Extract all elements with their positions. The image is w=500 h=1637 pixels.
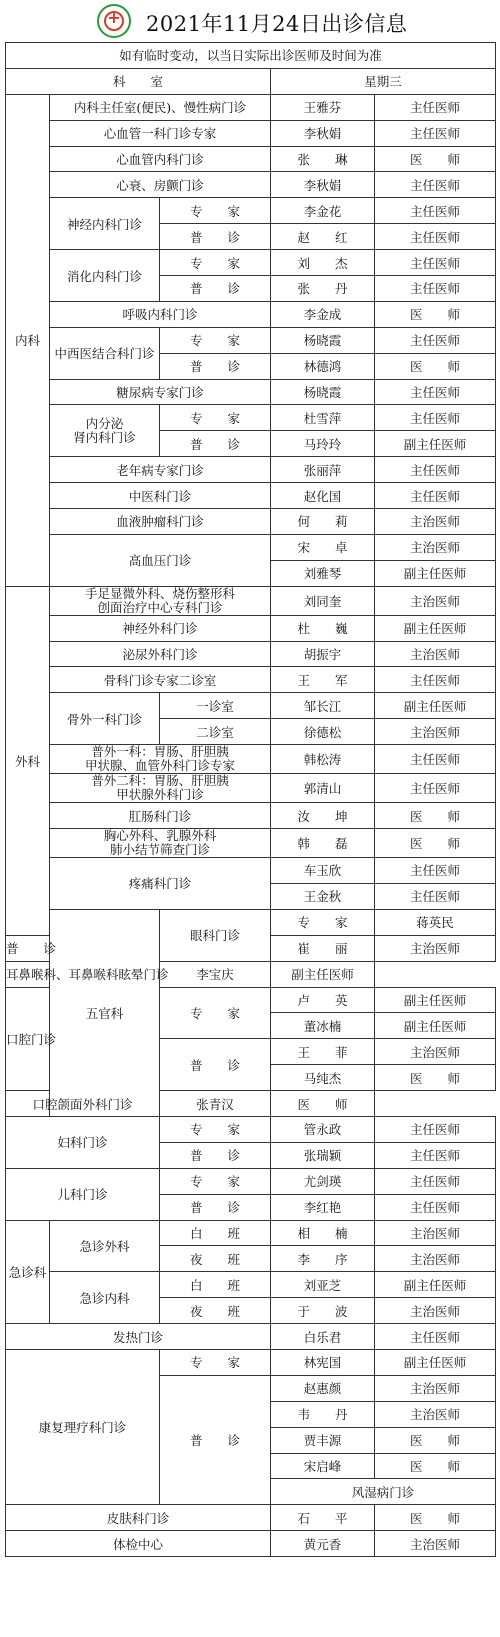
table-cell: 眼科门诊 xyxy=(160,909,271,961)
table-cell: 主任医师 xyxy=(375,774,496,803)
table-row xyxy=(6,250,496,276)
table-cell: 骨科门诊专家二诊室 xyxy=(50,667,271,693)
table-cell: 蒋英民 xyxy=(375,909,496,935)
table-cell: 老年病专家门诊 xyxy=(50,457,271,483)
table-cell: 医 师 xyxy=(375,353,496,379)
table-cell: 神经外科门诊 xyxy=(50,615,271,641)
table-cell: 李秋娟 xyxy=(271,172,375,198)
table-cell: 普 诊 xyxy=(160,353,271,379)
table-cell: 董冰楠 xyxy=(271,1013,375,1039)
table-cell: 副主任医师 xyxy=(375,1013,496,1039)
table-cell: 主任医师 xyxy=(375,120,496,146)
table-cell: 赵惠颜 xyxy=(271,1375,375,1401)
table-row xyxy=(6,120,496,146)
table-row xyxy=(6,509,496,535)
table-row xyxy=(6,405,496,431)
table-row xyxy=(6,379,496,405)
table-cell: 黄元香 xyxy=(271,1531,375,1557)
table-cell: 五官科 xyxy=(50,909,160,1116)
table-cell: 专 家 xyxy=(160,327,271,353)
table-cell: 主任医师 xyxy=(375,327,496,353)
table-row xyxy=(6,829,496,858)
table-row xyxy=(6,803,496,829)
table-cell: 韦 丹 xyxy=(271,1401,375,1427)
table-cell: 李红艳 xyxy=(271,1194,375,1220)
table-cell: 林宪国 xyxy=(271,1349,375,1375)
table-cell: 李 序 xyxy=(271,1246,375,1272)
table-cell: 贾丰源 xyxy=(271,1427,375,1453)
table-cell: 主任医师 xyxy=(375,1168,496,1194)
table-cell: 赵 红 xyxy=(271,224,375,250)
table-cell: 王金秋 xyxy=(271,883,375,909)
table-cell: 胸心外科、乳腺外科 肺小结节筛查门诊 xyxy=(50,829,271,858)
table-cell: 中医科门诊 xyxy=(50,483,271,509)
table-cell: 王雅芬 xyxy=(271,94,375,120)
table-cell: 白 班 xyxy=(160,1220,271,1246)
table-cell: 白乐君 xyxy=(271,1324,375,1350)
table-cell: 张丽萍 xyxy=(271,457,375,483)
table-cell: 杨晓霞 xyxy=(271,379,375,405)
table-cell: 白 班 xyxy=(160,1272,271,1298)
table-cell: 卢 英 xyxy=(271,987,375,1013)
table-cell: 主任医师 xyxy=(375,379,496,405)
table-row xyxy=(6,534,496,560)
table-cell: 心血管内科门诊 xyxy=(50,146,271,172)
table-row xyxy=(6,1116,496,1142)
table-row xyxy=(6,457,496,483)
table-cell: 泌尿外科门诊 xyxy=(50,641,271,667)
table-cell: 医 师 xyxy=(375,1505,496,1531)
table-cell: 副主任医师 xyxy=(375,615,496,641)
header-day: 星期三 xyxy=(271,68,496,94)
table-cell: 主任医师 xyxy=(375,883,496,909)
table-cell: 主治医师 xyxy=(375,509,496,535)
table-row xyxy=(6,483,496,509)
table-cell: 副主任医师 xyxy=(375,1272,496,1298)
table-cell: 相 楠 xyxy=(271,1220,375,1246)
table-cell: 主任医师 xyxy=(375,457,496,483)
table-cell: 张瑞颖 xyxy=(271,1142,375,1168)
table-cell: 专 家 xyxy=(160,405,271,431)
table-row xyxy=(6,327,496,353)
table-cell: 徐德松 xyxy=(271,719,375,745)
table-cell: 马纯杰 xyxy=(271,1065,375,1091)
table-cell: 儿科门诊 xyxy=(6,1168,160,1220)
table-cell: 胡振宇 xyxy=(271,641,375,667)
table-cell: 耳鼻喉科、耳鼻喉科眩晕门诊 xyxy=(6,961,160,987)
table-row xyxy=(6,1505,496,1531)
table-cell: 急诊内科 xyxy=(50,1272,160,1324)
table-row xyxy=(6,961,496,987)
table-cell: 主任医师 xyxy=(375,1324,496,1350)
table-cell: 医 师 xyxy=(375,1453,496,1479)
table-cell: 风湿病门诊 xyxy=(271,1479,496,1505)
table-row xyxy=(6,615,496,641)
table-cell: 夜 班 xyxy=(160,1246,271,1272)
table-cell: 主治医师 xyxy=(375,719,496,745)
table-cell: 普外二科：胃肠、肝胆胰 甲状腺外科门诊 xyxy=(50,774,271,803)
table-row xyxy=(6,858,496,884)
table-cell: 主任医师 xyxy=(375,94,496,120)
table-cell: 刘 杰 xyxy=(271,250,375,276)
table-cell: 主任医师 xyxy=(375,667,496,693)
table-cell: 主治医师 xyxy=(375,1375,496,1401)
table-cell: 主治医师 xyxy=(375,1246,496,1272)
table-row xyxy=(6,1168,496,1194)
table-cell: 体检中心 xyxy=(6,1531,271,1557)
table-cell: 医 师 xyxy=(375,829,496,858)
table-cell: 内科 xyxy=(6,94,50,586)
table-cell: 刘亚芝 xyxy=(271,1272,375,1298)
table-cell: 医 师 xyxy=(375,301,496,327)
table-cell: 杜雪萍 xyxy=(271,405,375,431)
table-cell: 专 家 xyxy=(160,250,271,276)
table-cell: 医 师 xyxy=(375,1427,496,1453)
table-cell: 副主任医师 xyxy=(375,693,496,719)
table-cell: 口腔门诊 xyxy=(6,987,50,1091)
table-cell: 主治医师 xyxy=(375,586,496,615)
table-cell: 张青汉 xyxy=(160,1091,271,1117)
table-cell: 消化内科门诊 xyxy=(50,250,160,302)
table-cell: 康复理疗科门诊 xyxy=(6,1349,160,1504)
table-cell: 肛肠科门诊 xyxy=(50,803,271,829)
table-cell: 郭清山 xyxy=(271,774,375,803)
table-row xyxy=(6,774,496,803)
table-cell: 宋 卓 xyxy=(271,534,375,560)
table-cell: 专 家 xyxy=(160,198,271,224)
table-cell: 于 波 xyxy=(271,1298,375,1324)
table-row xyxy=(6,586,496,615)
table-cell: 杜 巍 xyxy=(271,615,375,641)
schedule-table xyxy=(5,42,496,1557)
table-cell: 主任医师 xyxy=(375,1142,496,1168)
table-cell: 一诊室 xyxy=(160,693,271,719)
table-cell: 主任医师 xyxy=(375,483,496,509)
table-cell: 医 师 xyxy=(375,146,496,172)
table-cell: 心血管一科门诊专家 xyxy=(50,120,271,146)
table-cell: 专 家 xyxy=(160,1349,271,1375)
table-row xyxy=(6,1272,496,1298)
page-header xyxy=(0,0,500,42)
table-row xyxy=(6,1531,496,1557)
table-cell: 外科 xyxy=(6,586,50,935)
table-cell: 管永政 xyxy=(271,1116,375,1142)
table-cell: 主治医师 xyxy=(375,1220,496,1246)
table-row xyxy=(6,641,496,667)
table-cell: 高血压门诊 xyxy=(50,534,271,586)
table-cell: 刘同奎 xyxy=(271,586,375,615)
table-cell: 李金花 xyxy=(271,198,375,224)
table-cell: 呼吸内科门诊 xyxy=(50,301,271,327)
table-row xyxy=(6,1349,496,1375)
table-cell: 普 诊 xyxy=(160,1039,271,1091)
table-cell: 马玲玲 xyxy=(271,431,375,457)
table-cell: 杨晓霞 xyxy=(271,327,375,353)
table-cell: 主任医师 xyxy=(375,172,496,198)
table-cell: 张 丹 xyxy=(271,276,375,302)
table-cell: 医 师 xyxy=(375,1065,496,1091)
table-cell: 普 诊 xyxy=(6,935,50,961)
table-cell: 神经内科门诊 xyxy=(50,198,160,250)
page-title: 2021年11月24日出诊信息 xyxy=(146,12,408,36)
table-row xyxy=(6,301,496,327)
table-cell: 车玉欣 xyxy=(271,858,375,884)
table-row xyxy=(6,198,496,224)
table-cell: 主治医师 xyxy=(375,641,496,667)
table-cell: 刘雅琴 xyxy=(271,560,375,586)
table-row xyxy=(6,1091,496,1117)
table-cell: 主治医师 xyxy=(375,1401,496,1427)
table-cell: 普 诊 xyxy=(160,224,271,250)
table-cell: 李宝庆 xyxy=(160,961,271,987)
table-cell: 夜 班 xyxy=(160,1298,271,1324)
table-cell: 李金成 xyxy=(271,301,375,327)
table-cell: 赵化国 xyxy=(271,483,375,509)
table-cell: 主治医师 xyxy=(375,1298,496,1324)
table-cell: 疼痛科门诊 xyxy=(50,858,271,910)
table-cell: 内分泌 肾内科门诊 xyxy=(50,405,160,457)
table-row xyxy=(6,909,496,935)
table-cell: 主治医师 xyxy=(375,534,496,560)
table-cell: 专 家 xyxy=(160,1168,271,1194)
table-cell: 二诊室 xyxy=(160,719,271,745)
table-cell: 主任医师 xyxy=(375,250,496,276)
table-cell: 主任医师 xyxy=(375,276,496,302)
table-cell: 主任医师 xyxy=(375,224,496,250)
table-cell: 何 莉 xyxy=(271,509,375,535)
table-cell: 皮肤科门诊 xyxy=(6,1505,271,1531)
table-cell: 李秋娟 xyxy=(271,120,375,146)
table-cell: 中西医结合科门诊 xyxy=(50,327,160,379)
table-cell: 发热门诊 xyxy=(6,1324,271,1350)
table-cell: 口腔颌面外科门诊 xyxy=(6,1091,160,1117)
table-cell: 血液肿瘤科门诊 xyxy=(50,509,271,535)
table-cell: 医 师 xyxy=(375,803,496,829)
notice-row xyxy=(6,43,496,69)
table-cell: 韩松涛 xyxy=(271,745,375,774)
header-dept: 科 室 xyxy=(6,68,271,94)
table-cell: 急诊科 xyxy=(6,1220,50,1324)
table-cell: 专 家 xyxy=(160,1116,271,1142)
table-cell: 普 诊 xyxy=(160,431,271,457)
table-row xyxy=(6,667,496,693)
table-cell: 副主任医师 xyxy=(375,1349,496,1375)
table-cell: 主治医师 xyxy=(375,935,496,961)
table-cell: 专 家 xyxy=(160,987,271,1039)
table-cell: 主治医师 xyxy=(375,1531,496,1557)
table-cell: 普 诊 xyxy=(160,1142,271,1168)
table-cell: 林德鸿 xyxy=(271,353,375,379)
table-cell: 心衰、房颤门诊 xyxy=(50,172,271,198)
table-cell: 尤剑瑛 xyxy=(271,1168,375,1194)
table-row xyxy=(6,94,496,120)
notice-text: 如有临时变动，以当日实际出诊医师及时间为准 xyxy=(6,43,496,69)
hospital-logo-icon xyxy=(97,4,131,38)
table-cell: 医 师 xyxy=(271,1091,375,1117)
table-cell: 内科主任室(便民)、慢性病门诊 xyxy=(50,94,271,120)
table-cell: 普 诊 xyxy=(160,1375,271,1504)
table-cell: 汝 坤 xyxy=(271,803,375,829)
table-row xyxy=(6,745,496,774)
table-cell: 手足显微外科、烧伤整形科 创面治疗中心专科门诊 xyxy=(50,586,271,615)
table-cell: 主任医师 xyxy=(375,405,496,431)
table-row xyxy=(6,146,496,172)
table-cell: 主任医师 xyxy=(375,198,496,224)
table-cell: 主任医师 xyxy=(375,1116,496,1142)
table-cell: 主任医师 xyxy=(375,745,496,774)
table-cell: 宋启峰 xyxy=(271,1453,375,1479)
table-row xyxy=(6,172,496,198)
table-cell: 专 家 xyxy=(271,909,375,935)
schedule-table-body xyxy=(6,43,496,1557)
table-cell: 石 平 xyxy=(271,1505,375,1531)
table-cell: 副主任医师 xyxy=(375,431,496,457)
table-cell: 主任医师 xyxy=(375,858,496,884)
table-cell: 副主任医师 xyxy=(271,961,375,987)
table-row xyxy=(6,1324,496,1350)
table-cell: 主治医师 xyxy=(375,1039,496,1065)
table-cell: 崔 丽 xyxy=(271,935,375,961)
table-cell: 副主任医师 xyxy=(375,987,496,1013)
table-cell: 张 琳 xyxy=(271,146,375,172)
table-cell: 主任医师 xyxy=(375,1194,496,1220)
table-cell: 韩 磊 xyxy=(271,829,375,858)
table-cell: 普 诊 xyxy=(160,1194,271,1220)
table-cell: 普外一科：胃肠、肝胆胰 甲状腺、血管外科门诊专家 xyxy=(50,745,271,774)
table-row xyxy=(6,693,496,719)
table-cell: 骨外一科门诊 xyxy=(50,693,160,745)
table-cell: 糖尿病专家门诊 xyxy=(50,379,271,405)
table-cell: 急诊外科 xyxy=(50,1220,160,1272)
table-cell: 邹长江 xyxy=(271,693,375,719)
table-cell: 妇科门诊 xyxy=(6,1116,160,1168)
table-row xyxy=(6,1220,496,1246)
header-row xyxy=(6,68,496,94)
table-cell: 王 菲 xyxy=(271,1039,375,1065)
table-cell: 普 诊 xyxy=(160,276,271,302)
table-cell: 王 军 xyxy=(271,667,375,693)
table-cell: 副主任医师 xyxy=(375,560,496,586)
